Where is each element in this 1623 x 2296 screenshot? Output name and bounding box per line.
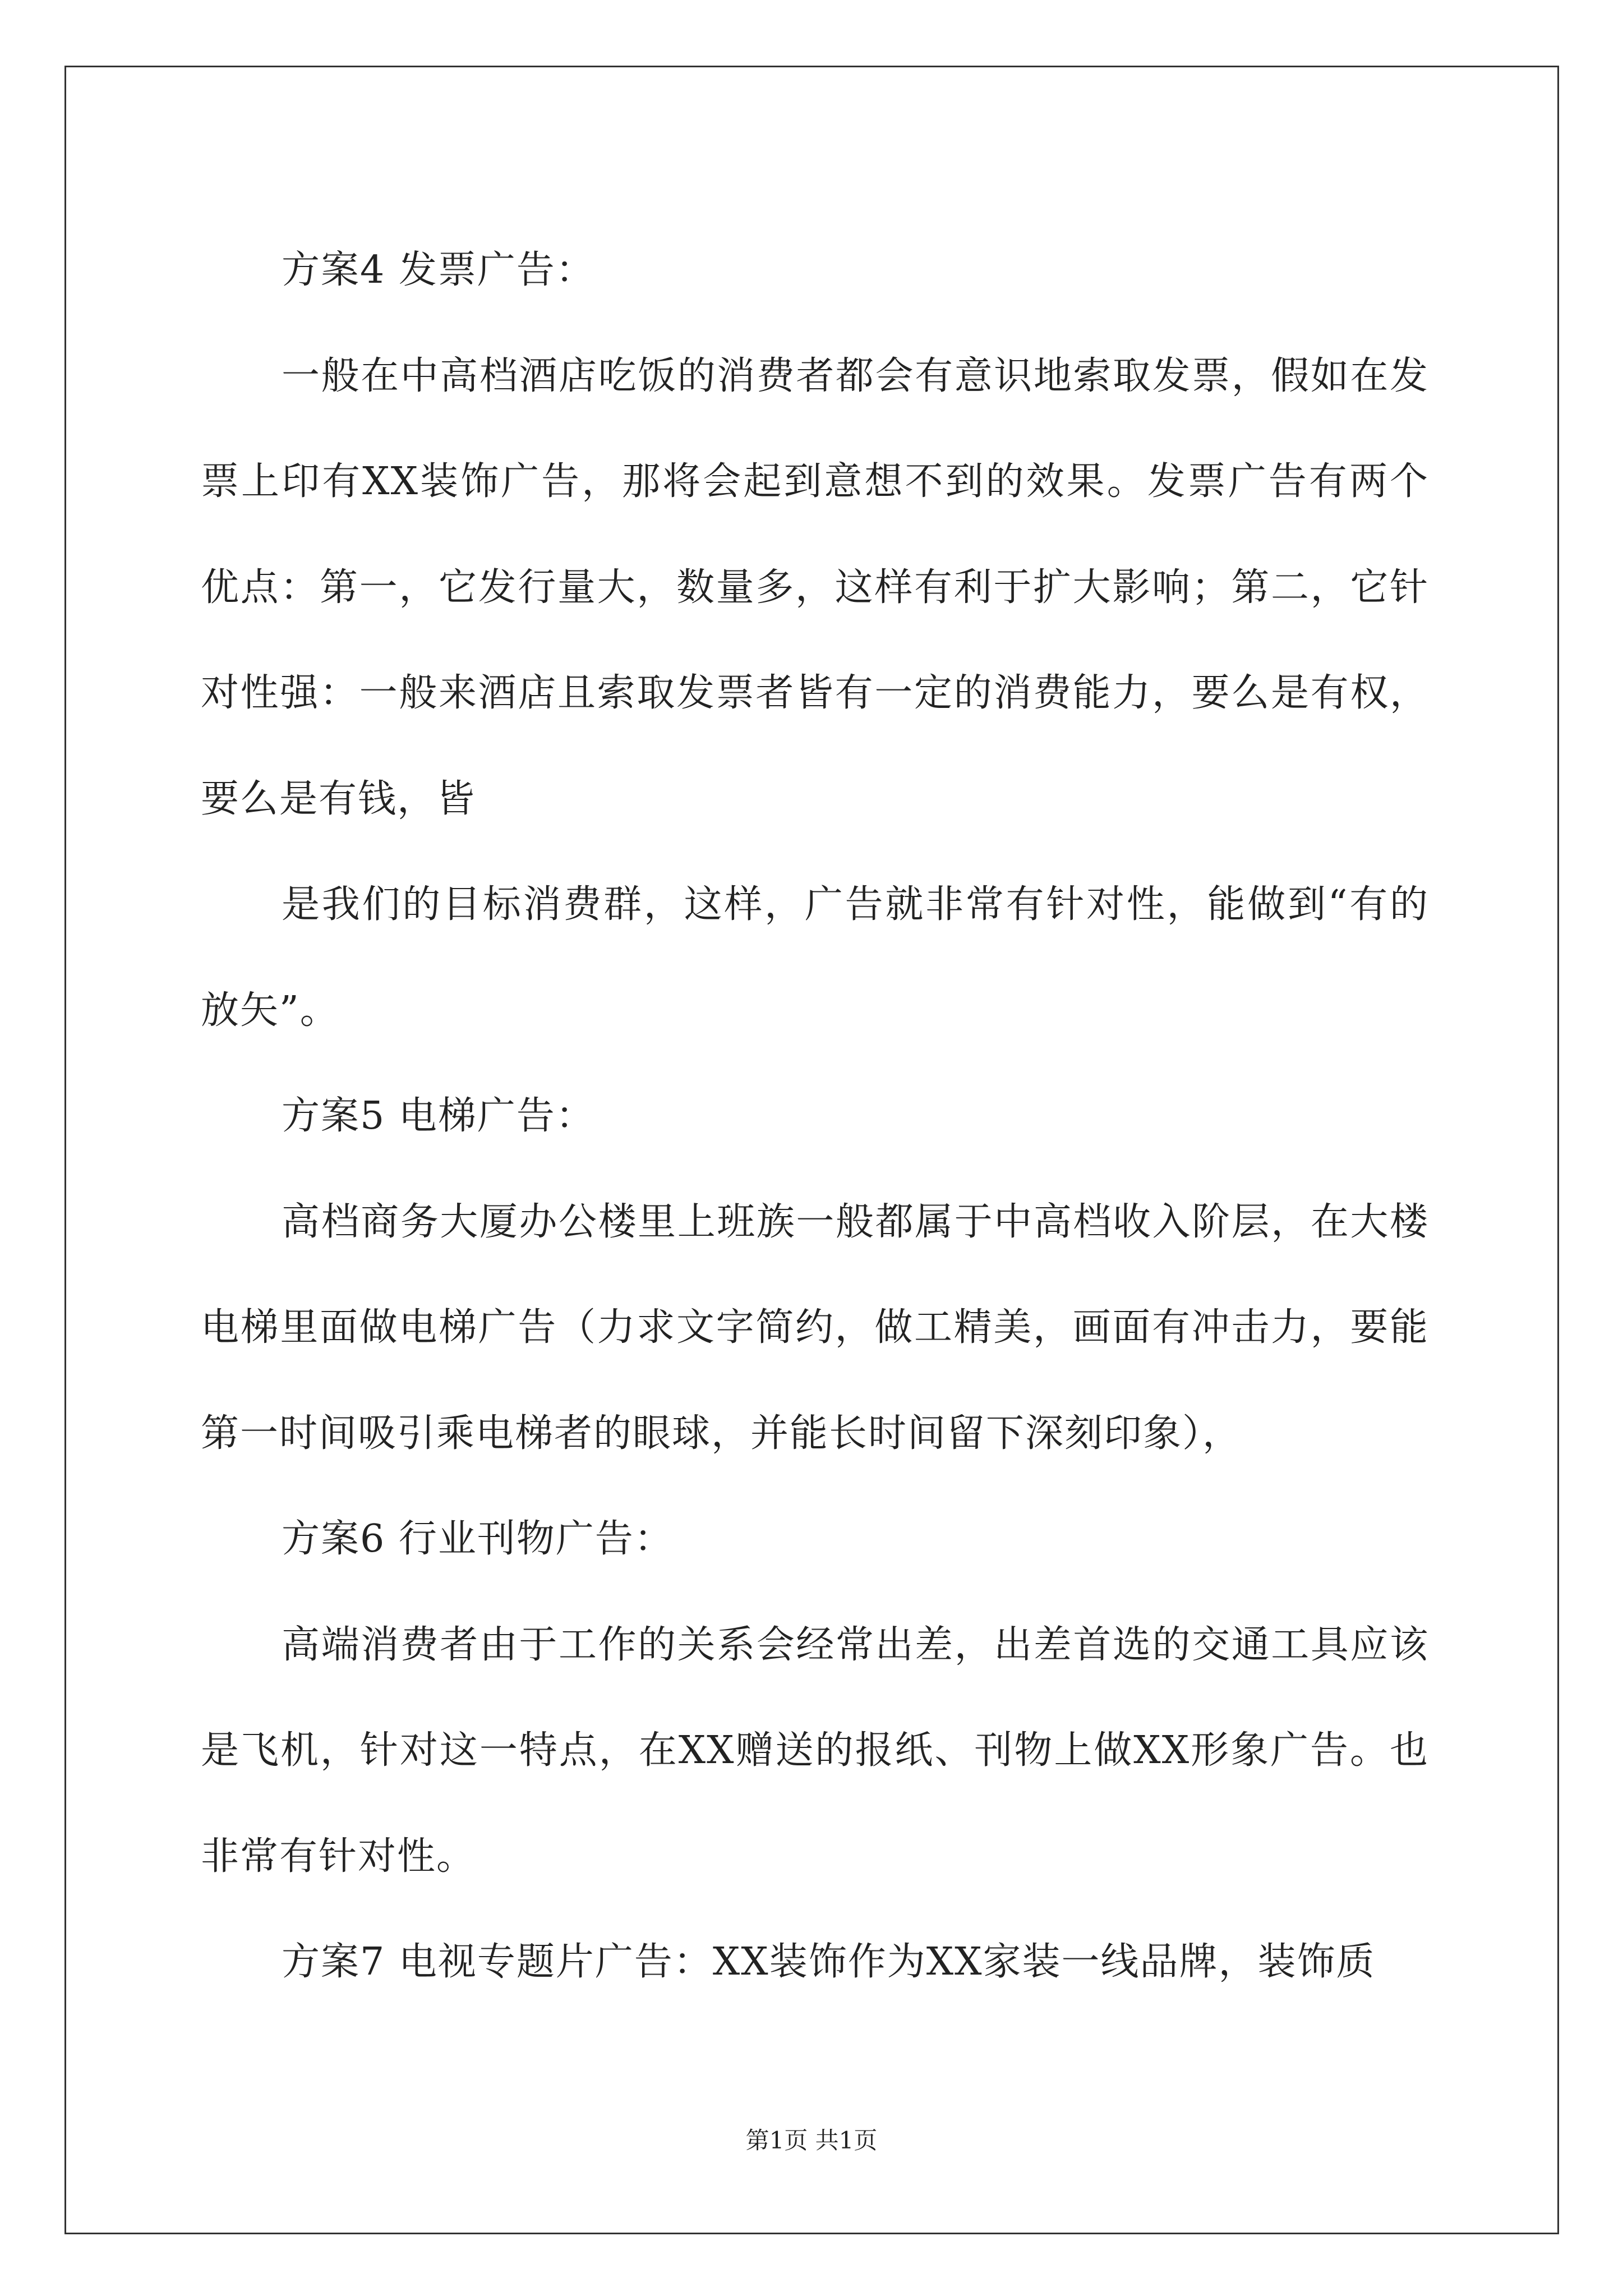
paragraph-heading-plan-6: 方案6 行业刊物广告： bbox=[282, 1517, 674, 1561]
paragraph-heading-plan-5: 方案5 电梯广告： bbox=[282, 1094, 595, 1138]
paragraph-invoice-ad-body: 一般在中高档酒店吃饭的消费者都会有意识地索取发票，假如在发票上印有XX装饰广告，那将会起到意想不到的效果。发票广告有两个优点：第一，它发行量大，数量多，这样有利于扩大影响；第二，它针对性强：一般来酒店且索取发票者皆有一定的消费能力，要么是有权，要么是有钱，皆 bbox=[201, 353, 1429, 821]
paragraph-heading-plan-4: 方案4 发票广告： bbox=[282, 248, 595, 292]
page-number-footer: 第1页 共1页 bbox=[745, 2127, 878, 2154]
paragraph-heading-plan-7: 方案7 电视专题片广告：XX装饰作为XX家装一线品牌，装饰质 bbox=[282, 1940, 1376, 1984]
paragraph-elevator-ad-body: 高档商务大厦办公楼里上班族一般都属于中高档收入阶层，在大楼电梯里面做电梯广告（力求文字简约，做工精美，画面有冲击力，要能第一时间吸引乘电梯者的眼球，并能长时间留下深刻印象）， bbox=[201, 1199, 1429, 1456]
paragraph-invoice-ad-continued: 是我们的目标消费群，这样，广告就非常有针对性，能做到“有的放矢”。 bbox=[201, 882, 1429, 1033]
paragraph-trade-publication-ad-body: 高端消费者由于工作的关系会经常出差，出差首选的交通工具应该是飞机，针对这一特点，在XX赠送的报纸、刊物上做XX形象广告。也非常有针对性。 bbox=[201, 1622, 1429, 1879]
document-body bbox=[201, 218, 1429, 2016]
